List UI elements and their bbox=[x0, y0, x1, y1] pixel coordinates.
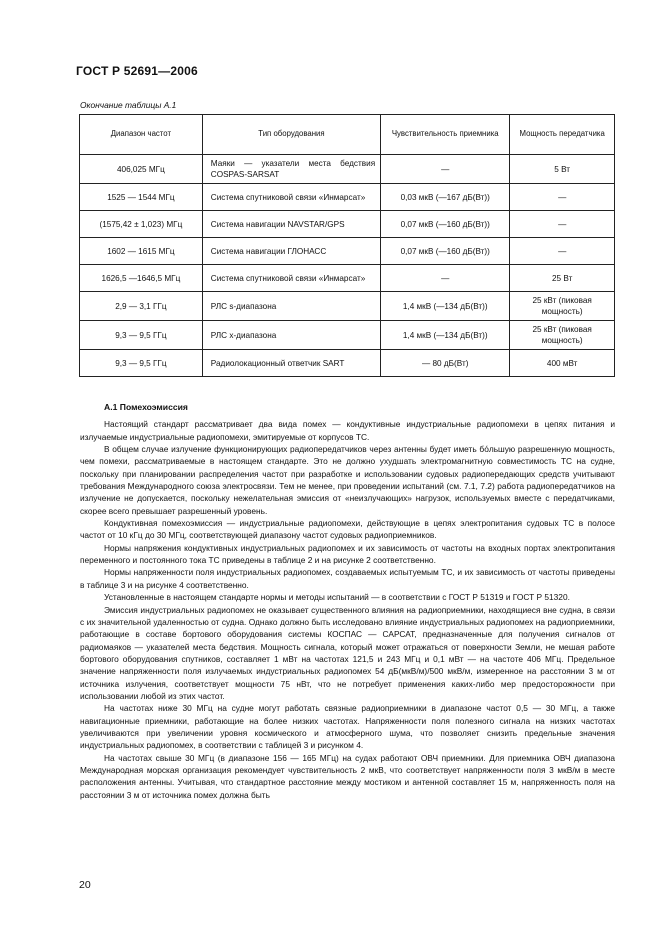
cell-receiver-sensitivity: 1,4 мкВ (—134 дБ(Вт)) bbox=[381, 321, 510, 350]
cell-equipment-type: РЛС x-диапазона bbox=[202, 321, 380, 350]
cell-receiver-sensitivity: 0,07 мкВ (—160 дБ(Вт)) bbox=[381, 211, 510, 238]
cell-frequency-range: 1602 — 1615 МГц bbox=[80, 238, 203, 265]
cell-frequency-range: 1626,5 —1646,5 МГц bbox=[80, 265, 203, 292]
cell-receiver-sensitivity: — 80 дБ(Вт) bbox=[381, 350, 510, 377]
table-row bbox=[80, 238, 615, 265]
cell-equipment-type: Система навигации ГЛОНАСС bbox=[202, 238, 380, 265]
cell-transmitter-power: — bbox=[510, 238, 615, 265]
page-number: 20 bbox=[79, 879, 91, 891]
paragraph: Эмиссия индустриальных радиопомех не оказывает существенного влияния на радиоприемники, находящиеся вне судна, в связи с их значительной удаленностью от судна. Однако должно быть исследовано влияние индустриальных радиопомех на радиоприемники, работающие в составе бортового оборудования системы КОСПАС — САРСАТ, предназначенные для получения сигналов от радиомаяков — указателей места бедствия. Мощность сигнала, который может отражаться от поверхности Земли, не мешая работе бортового оборудования спутников, составляет 1 мВт на частотах 121,5 и 243 МГц и 0,1 мВт — на частоте 406 МГц. Предельное значение напряженности поля излучаемых индустриальных радиопомех 54 дБ(мкВ/м)/500 мкВ/м, измеренное на расстоянии 3 м от источника излучения, соответствует мощности 75 нВт, что не потребует применения каких-либо мер предосторожности при использовании любой из этих частот. bbox=[80, 604, 615, 701]
paragraph: Установленные в настоящем стандарте нормы и методы испытаний — в соответствии с ГОСТ Р 51319 и ГОСТ Р 51320. bbox=[104, 592, 570, 603]
cell-receiver-sensitivity: 0,07 мкВ (—160 дБ(Вт)) bbox=[381, 238, 510, 265]
cell-transmitter-power: 25 кВт (пиковая мощность) bbox=[510, 292, 615, 321]
cell-frequency-range: 9,3 — 9,5 ГГц bbox=[80, 321, 203, 350]
equipment-table bbox=[79, 114, 615, 377]
table-row bbox=[80, 350, 615, 377]
header-equipment-type: Тип оборудования bbox=[202, 115, 380, 155]
paragraph: Настоящий стандарт рассматривает два вида помех — кондуктивные индустриальные радиопомехи в цепях питания и излучаемые индустриальные радиопомехи, эмитируемые от корпусов ТС. bbox=[80, 419, 615, 442]
paragraph: На частотах свыше 30 МГц (в диапазоне 156 — 165 МГц) на судах работают ОВЧ приемники. Для приемника ОВЧ диапазона Международная морская организация рекомендует чувствительность 2 мкВ, что соответствует напряженности поля 3 мкВ/м в месте расположения антенны. Учитывая, что стандартное расстояние между мостиком и антенной составляет 15 м, напряженность поля на расстоянии 3 м от источника помех должна быть bbox=[80, 752, 615, 800]
cell-receiver-sensitivity: — bbox=[381, 265, 510, 292]
cell-transmitter-power: 5 Вт bbox=[510, 155, 615, 184]
paragraph: На частотах ниже 30 МГц на судне могут работать связные радиоприемники в диапазоне частот 0,5 — 30 МГц, а также навигационные приемники, работающие на более низких частотах. Напряженности поля полезного сигнала на низких частотах увеличиваются при увеличении уровня космического и атмосферного шума, что позволяет снизить предельные значения индустриальных радиопомех, в соответствии с таблицей 3 и рисунком 4. bbox=[80, 703, 615, 751]
cell-frequency-range: 1525 — 1544 МГц bbox=[80, 184, 203, 211]
section-a1 bbox=[80, 401, 615, 801]
cell-equipment-type: Система спутниковой связи «Инмарсат» bbox=[202, 265, 380, 292]
cell-transmitter-power: 25 кВт (пиковая мощность) bbox=[510, 321, 615, 350]
cell-equipment-type: Маяки — указатели места бедствия COSPAS-SARSAT bbox=[202, 155, 380, 184]
paragraph: Нормы напряжения кондуктивных индустриальных радиопомех и их зависимость от частоты на входных портах электропитания переменного и постоянного тока ТС приведены в таблице 2 и на рисунке 2 соответственно. bbox=[80, 542, 615, 566]
document-header: ГОСТ Р 52691—2006 bbox=[76, 64, 198, 78]
paragraph: В общем случае излучение функционирующих радиопередатчиков через антенны будет иметь бо́льшую разрешенную мощность, чем помехи, рассматриваемые в настоящем стандарте. Это не должно ухудшать электромагнитную совместимость ТС на судне, поскольку при планировании распределения частот при разработке и использовании судовых радиопередающих средств учитывают требования Международного союза электросвязи. Тем не менее, при проведении испытаний (см. 7.1, 7.2) работа радиопередатчиков на излучение не допускается, поскольку нежелательная эмиссия от «неизлучающих» нагрузок, используемых вместе с передатчиками, скорее всего превышает разрешенный уровень. bbox=[80, 444, 615, 516]
cell-frequency-range: (1575,42 ± 1,023) МГц bbox=[80, 211, 203, 238]
cell-transmitter-power: 25 Вт bbox=[510, 265, 615, 292]
cell-frequency-range: 2,9 — 3,1 ГГц bbox=[80, 292, 203, 321]
cell-equipment-type: Система навигации NAVSTAR/GPS bbox=[202, 211, 380, 238]
cell-transmitter-power: — bbox=[510, 184, 615, 211]
paragraph: Нормы напряженности поля индустриальных радиопомех, создаваемых испытуемым ТС, и их зависимость от частоты приведены в таблице 3 и на рисунке 4 соответственно. bbox=[80, 567, 615, 590]
table-header-row bbox=[80, 115, 615, 155]
cell-equipment-type: РЛС s-диапазона bbox=[202, 292, 380, 321]
cell-transmitter-power: — bbox=[510, 211, 615, 238]
table-row bbox=[80, 292, 615, 321]
header-frequency-range: Диапазон частот bbox=[80, 115, 203, 155]
header-receiver-sensitivity: Чувствительность приемника bbox=[381, 115, 510, 155]
cell-receiver-sensitivity: 1,4 мкВ (—134 дБ(Вт)) bbox=[381, 292, 510, 321]
section-title: А.1 Помехоэмиссия bbox=[104, 402, 188, 412]
cell-frequency-range: 9,3 — 9,5 ГГц bbox=[80, 350, 203, 377]
cell-transmitter-power: 400 мВт bbox=[510, 350, 615, 377]
table-row bbox=[80, 211, 615, 238]
table-row bbox=[80, 155, 615, 184]
cell-frequency-range: 406,025 МГц bbox=[80, 155, 203, 184]
table-row bbox=[80, 321, 615, 350]
table-row bbox=[80, 265, 615, 292]
cell-equipment-type: Система спутниковой связи «Инмарсат» bbox=[202, 184, 380, 211]
cell-receiver-sensitivity: — bbox=[381, 155, 510, 184]
paragraph: Кондуктивная помехоэмиссия — индустриальные радиопомехи, действующие в цепях электропитания судовых ТС в полосе частот от 10 кГц до 30 МГц, соответствующей диапазону частот судовых радиоприемников. bbox=[80, 518, 615, 541]
cell-receiver-sensitivity: 0,03 мкВ (—167 дБ(Вт)) bbox=[381, 184, 510, 211]
table-caption: Окончание таблицы А.1 bbox=[80, 100, 177, 110]
cell-equipment-type: Радиолокационный ответчик SART bbox=[202, 350, 380, 377]
table-row bbox=[80, 184, 615, 211]
header-transmitter-power: Мощность передатчика bbox=[510, 115, 615, 155]
